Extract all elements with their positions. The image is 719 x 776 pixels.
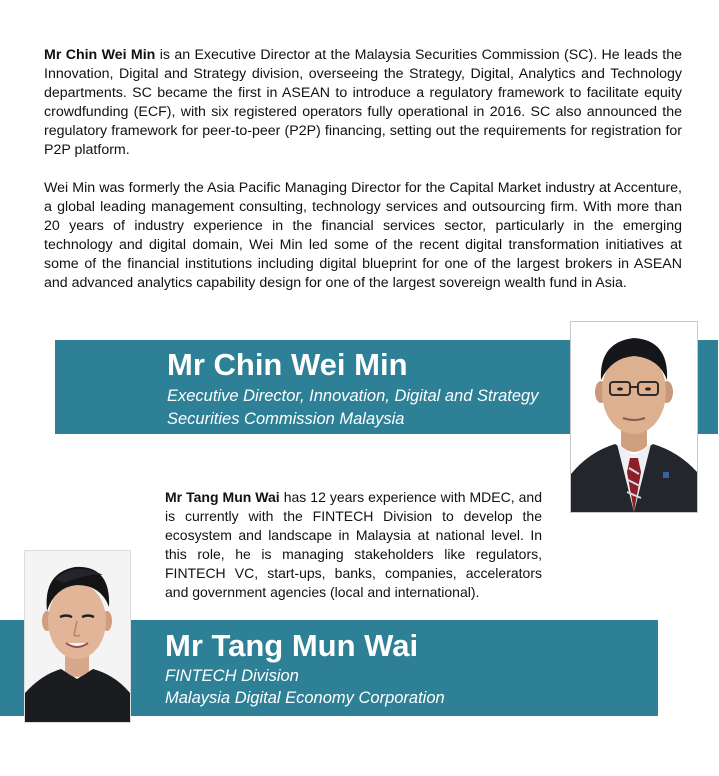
bio-name-bold: Mr Tang Mun Wai [165,489,280,505]
speaker-name: Mr Tang Mun Wai [165,628,419,663]
speaker-organization: Securities Commission Malaysia [167,410,405,428]
speaker-photo-1 [570,321,698,513]
speaker-title: FINTECH Division [165,667,299,685]
bio-paragraph-3 [165,488,542,601]
portrait-illustration [571,322,697,512]
portrait-illustration [25,551,130,722]
speaker-photo-2 [24,550,131,723]
speaker-organization: Malaysia Digital Economy Corporation [165,689,445,707]
speaker-title: Executive Director, Innovation, Digital and Strategy [167,387,539,405]
bio-paragraph-1 [44,46,682,160]
bio-text: is an Executive Director at the Malaysia Securities Commission (SC). He leads the Innovation, Digital and Strategy division, overseeing the Strategy, Digital, Analytics and Technology departments. SC became the first in ASEAN to introduce a regulatory framework to facilitate equity crowdfunding (ECF), with six registered operators fully operational in 2016. SC also announced the regulatory framework for peer-to-peer (P2P) financing, setting out the requirements for registration for P2P platform. [44,47,682,158]
speaker-name: Mr Chin Wei Min [167,347,408,382]
bio-name-bold: Mr Chin Wei Min [44,47,156,63]
bio-text: has 12 years experience with MDEC, and is currently with the FINTECH Division to develop the ecosystem and landscape in Malaysia at national level. In this role, he is managing stakeholders like regulators, FINTECH VC, start-ups, banks, companies, accelerators and government agencies (local and international). [165,489,542,600]
bio-paragraph-2: Wei Min was formerly the Asia Pacific Managing Director for the Capital Market industry at Accenture, a global leading management consulting, technology services and outsourcing firm. With more than 20 years of industry experience in the financial services sector, particularly in the emerging technology and digital domain, Wei Min led some of the recent digital transformation initiatives at some of the financial institutions including digital blueprint for one of the largest brokers in ASEAN and advanced analytics capability design for one of the largest sovereign wealth fund in Asia. [44,180,682,291]
